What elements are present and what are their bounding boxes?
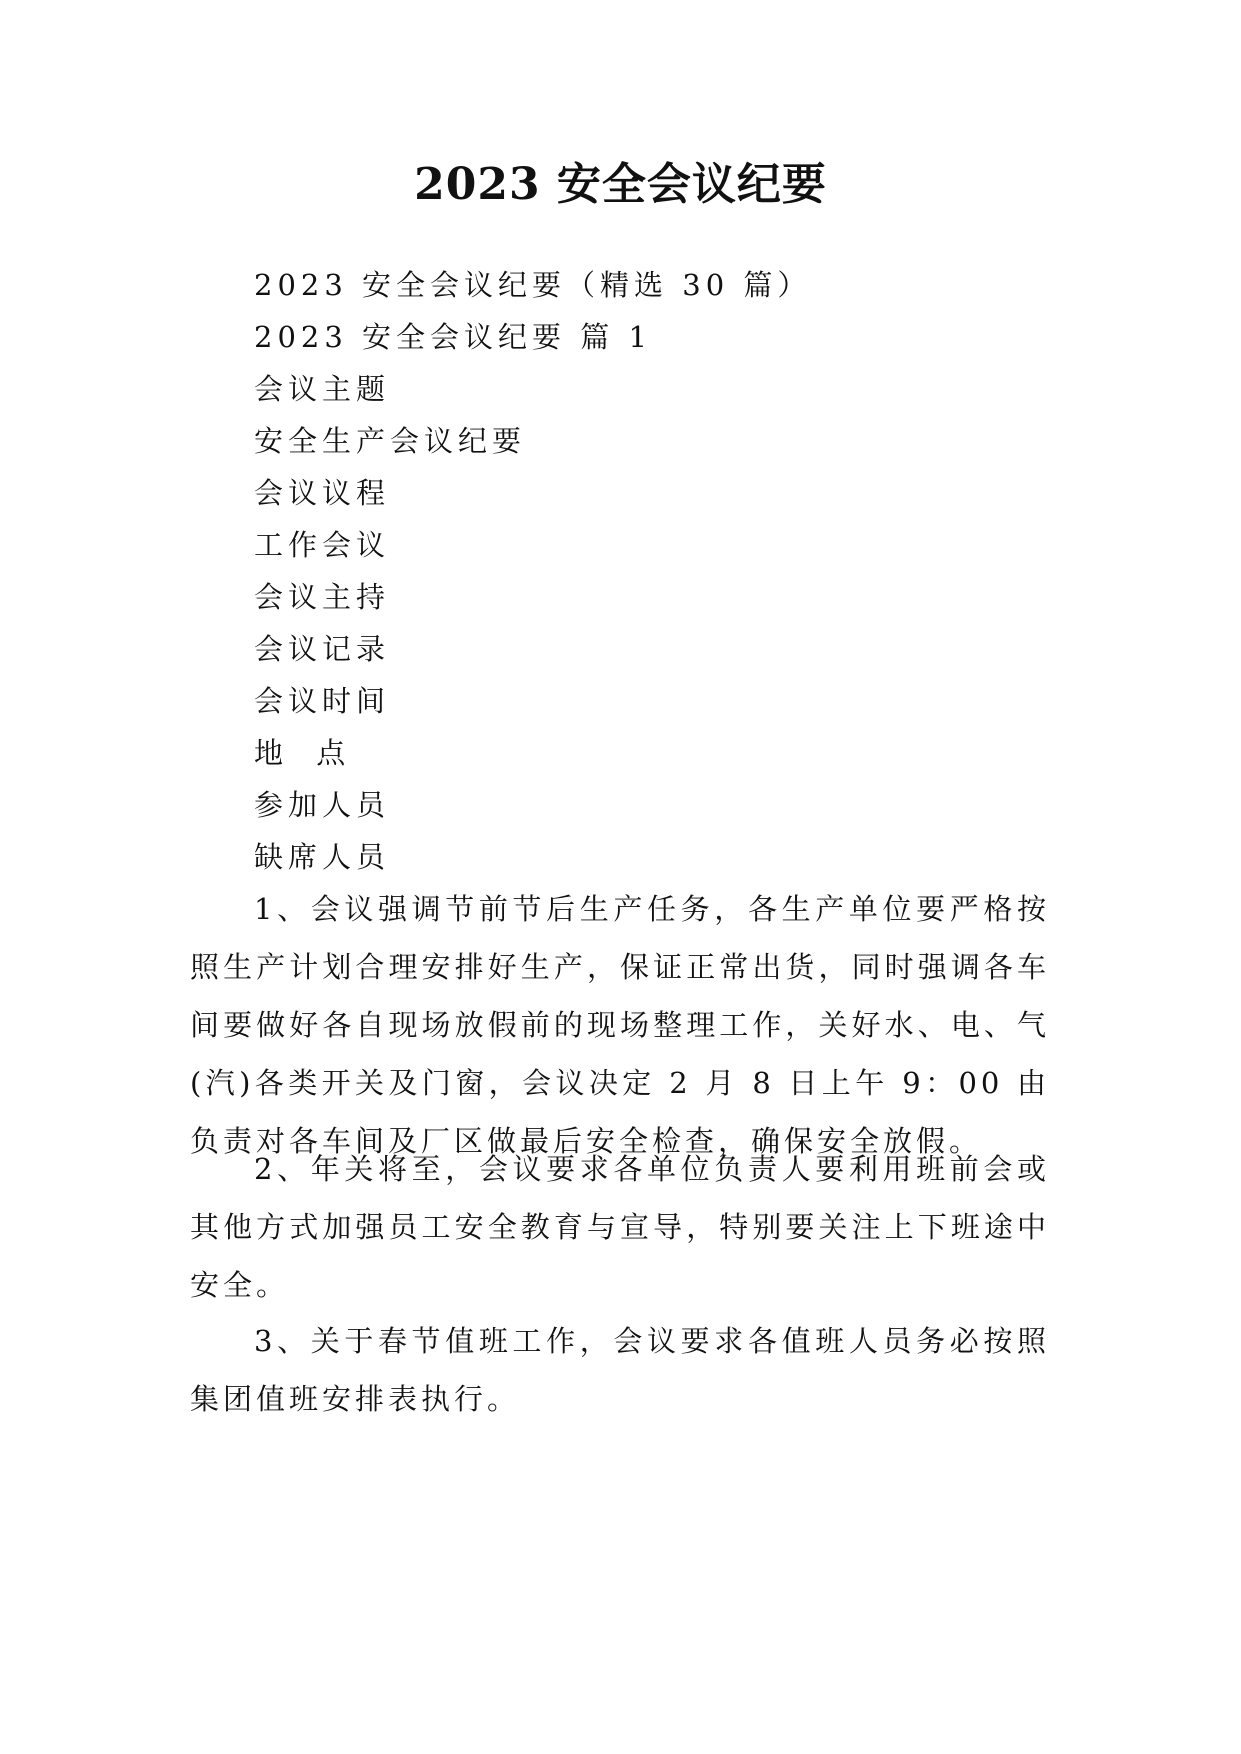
body-paragraph-2: 2、年关将至，会议要求各单位负责人要利用班前会或其他方式加强员工安全教育与宣导，特别要关注上下班途中安全。 [190, 1152, 1050, 1302]
field-label-location: 地 点 [254, 736, 351, 770]
field-label-topic: 会议主题 [254, 372, 391, 406]
field-label-attendees: 参加人员 [254, 788, 391, 822]
subtitle-line: 2023 安全会议纪要（精选 30 篇） [254, 268, 812, 302]
field-label-absentees: 缺席人员 [254, 840, 391, 874]
field-label-host: 会议主持 [254, 580, 391, 614]
section-heading: 2023 安全会议纪要 篇 1 [254, 320, 652, 354]
field-label-agenda: 会议议程 [254, 476, 391, 510]
field-value-agenda: 工作会议 [254, 528, 391, 562]
field-label-time: 会议时间 [254, 684, 391, 718]
body-paragraph-3: 3、关于春节值班工作，会议要求各值班人员务必按照集团值班安排表执行。 [190, 1324, 1050, 1416]
field-label-recorder: 会议记录 [254, 632, 391, 666]
body-paragraph-1: 1、会议强调节前节后生产任务，各生产单位要严格按照生产计划合理安排好生产，保证正常出货，同时强调各车间要做好各自现场放假前的现场整理工作，关好水、电、气(汽)各类开关及门窗，会议决定 2 月 8 日上午 9：00 由负责对各车间及厂区做最后安全检查，确保安全放假。 [190, 892, 1050, 1158]
document-title: 2023 安全会议纪要 [414, 159, 827, 210]
field-value-topic: 安全生产会议纪要 [254, 424, 527, 458]
